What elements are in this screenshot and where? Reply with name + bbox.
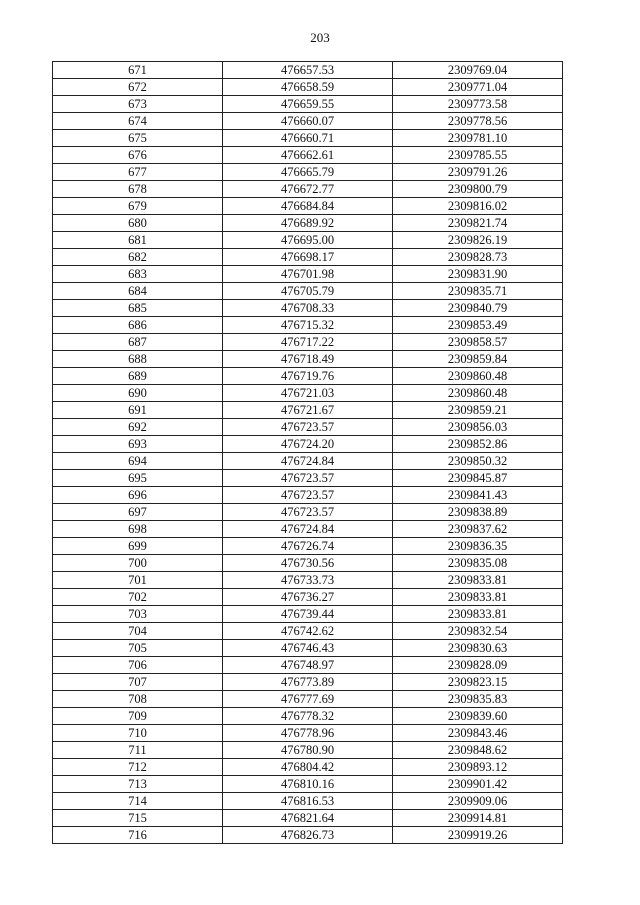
y-coordinate-cell: 2309841.43 bbox=[393, 487, 563, 504]
table-row bbox=[53, 708, 563, 725]
x-coordinate-cell: 476780.90 bbox=[223, 742, 393, 759]
point-number-cell: 693 bbox=[53, 436, 223, 453]
point-number-cell: 701 bbox=[53, 572, 223, 589]
table-row bbox=[53, 572, 563, 589]
point-number-cell: 678 bbox=[53, 181, 223, 198]
y-coordinate-cell: 2309781.10 bbox=[393, 130, 563, 147]
y-coordinate-cell: 2309860.48 bbox=[393, 385, 563, 402]
y-coordinate-cell: 2309835.83 bbox=[393, 691, 563, 708]
y-coordinate-cell: 2309800.79 bbox=[393, 181, 563, 198]
table-row bbox=[53, 538, 563, 555]
point-number-cell: 699 bbox=[53, 538, 223, 555]
y-coordinate-cell: 2309830.63 bbox=[393, 640, 563, 657]
table-row bbox=[53, 674, 563, 691]
x-coordinate-cell: 476662.61 bbox=[223, 147, 393, 164]
x-coordinate-cell: 476684.84 bbox=[223, 198, 393, 215]
table-row bbox=[53, 300, 563, 317]
table-row bbox=[53, 725, 563, 742]
table-row bbox=[53, 776, 563, 793]
point-number-cell: 676 bbox=[53, 147, 223, 164]
y-coordinate-cell: 2309831.90 bbox=[393, 266, 563, 283]
x-coordinate-cell: 476777.69 bbox=[223, 691, 393, 708]
point-number-cell: 685 bbox=[53, 300, 223, 317]
table-row bbox=[53, 487, 563, 504]
y-coordinate-cell: 2309848.62 bbox=[393, 742, 563, 759]
y-coordinate-cell: 2309901.42 bbox=[393, 776, 563, 793]
table-row bbox=[53, 147, 563, 164]
x-coordinate-cell: 476660.07 bbox=[223, 113, 393, 130]
table-row bbox=[53, 317, 563, 334]
y-coordinate-cell: 2309919.26 bbox=[393, 827, 563, 844]
table-row bbox=[53, 266, 563, 283]
y-coordinate-cell: 2309816.02 bbox=[393, 198, 563, 215]
table-row bbox=[53, 215, 563, 232]
point-number-cell: 683 bbox=[53, 266, 223, 283]
coordinates-table bbox=[52, 61, 563, 844]
point-number-cell: 700 bbox=[53, 555, 223, 572]
point-number-cell: 712 bbox=[53, 759, 223, 776]
point-number-cell: 698 bbox=[53, 521, 223, 538]
table-row bbox=[53, 181, 563, 198]
y-coordinate-cell: 2309843.46 bbox=[393, 725, 563, 742]
x-coordinate-cell: 476724.84 bbox=[223, 453, 393, 470]
point-number-cell: 688 bbox=[53, 351, 223, 368]
y-coordinate-cell: 2309845.87 bbox=[393, 470, 563, 487]
table-row bbox=[53, 521, 563, 538]
table-row bbox=[53, 657, 563, 674]
table-row bbox=[53, 402, 563, 419]
x-coordinate-cell: 476723.57 bbox=[223, 419, 393, 436]
x-coordinate-cell: 476739.44 bbox=[223, 606, 393, 623]
x-coordinate-cell: 476672.77 bbox=[223, 181, 393, 198]
point-number-cell: 672 bbox=[53, 79, 223, 96]
y-coordinate-cell: 2309835.71 bbox=[393, 283, 563, 300]
x-coordinate-cell: 476705.79 bbox=[223, 283, 393, 300]
point-number-cell: 679 bbox=[53, 198, 223, 215]
y-coordinate-cell: 2309828.73 bbox=[393, 249, 563, 266]
y-coordinate-cell: 2309832.54 bbox=[393, 623, 563, 640]
point-number-cell: 707 bbox=[53, 674, 223, 691]
table-row bbox=[53, 589, 563, 606]
x-coordinate-cell: 476826.73 bbox=[223, 827, 393, 844]
x-coordinate-cell: 476665.79 bbox=[223, 164, 393, 181]
x-coordinate-cell: 476721.67 bbox=[223, 402, 393, 419]
point-number-cell: 710 bbox=[53, 725, 223, 742]
y-coordinate-cell: 2309835.08 bbox=[393, 555, 563, 572]
table-row bbox=[53, 453, 563, 470]
table-row bbox=[53, 113, 563, 130]
x-coordinate-cell: 476658.59 bbox=[223, 79, 393, 96]
y-coordinate-cell: 2309771.04 bbox=[393, 79, 563, 96]
y-coordinate-cell: 2309833.81 bbox=[393, 606, 563, 623]
x-coordinate-cell: 476689.92 bbox=[223, 215, 393, 232]
y-coordinate-cell: 2309791.26 bbox=[393, 164, 563, 181]
point-number-cell: 715 bbox=[53, 810, 223, 827]
x-coordinate-cell: 476723.57 bbox=[223, 470, 393, 487]
x-coordinate-cell: 476715.32 bbox=[223, 317, 393, 334]
point-number-cell: 705 bbox=[53, 640, 223, 657]
point-number-cell: 689 bbox=[53, 368, 223, 385]
y-coordinate-cell: 2309833.81 bbox=[393, 589, 563, 606]
point-number-cell: 671 bbox=[53, 62, 223, 79]
x-coordinate-cell: 476778.32 bbox=[223, 708, 393, 725]
point-number-cell: 702 bbox=[53, 589, 223, 606]
table-row bbox=[53, 470, 563, 487]
point-number-cell: 675 bbox=[53, 130, 223, 147]
table-row bbox=[53, 164, 563, 181]
y-coordinate-cell: 2309778.56 bbox=[393, 113, 563, 130]
table-row bbox=[53, 130, 563, 147]
y-coordinate-cell: 2309853.49 bbox=[393, 317, 563, 334]
x-coordinate-cell: 476816.53 bbox=[223, 793, 393, 810]
x-coordinate-cell: 476724.84 bbox=[223, 521, 393, 538]
x-coordinate-cell: 476718.49 bbox=[223, 351, 393, 368]
point-number-cell: 680 bbox=[53, 215, 223, 232]
table-row bbox=[53, 368, 563, 385]
table-row bbox=[53, 436, 563, 453]
x-coordinate-cell: 476736.27 bbox=[223, 589, 393, 606]
point-number-cell: 708 bbox=[53, 691, 223, 708]
y-coordinate-cell: 2309836.35 bbox=[393, 538, 563, 555]
x-coordinate-cell: 476708.33 bbox=[223, 300, 393, 317]
x-coordinate-cell: 476698.17 bbox=[223, 249, 393, 266]
y-coordinate-cell: 2309821.74 bbox=[393, 215, 563, 232]
point-number-cell: 711 bbox=[53, 742, 223, 759]
x-coordinate-cell: 476695.00 bbox=[223, 232, 393, 249]
y-coordinate-cell: 2309858.57 bbox=[393, 334, 563, 351]
table-row bbox=[53, 249, 563, 266]
y-coordinate-cell: 2309840.79 bbox=[393, 300, 563, 317]
point-number-cell: 687 bbox=[53, 334, 223, 351]
y-coordinate-cell: 2309838.89 bbox=[393, 504, 563, 521]
y-coordinate-cell: 2309769.04 bbox=[393, 62, 563, 79]
y-coordinate-cell: 2309785.55 bbox=[393, 147, 563, 164]
x-coordinate-cell: 476733.73 bbox=[223, 572, 393, 589]
y-coordinate-cell: 2309839.60 bbox=[393, 708, 563, 725]
table-row bbox=[53, 742, 563, 759]
x-coordinate-cell: 476746.43 bbox=[223, 640, 393, 657]
y-coordinate-cell: 2309837.62 bbox=[393, 521, 563, 538]
table-row bbox=[53, 555, 563, 572]
y-coordinate-cell: 2309914.81 bbox=[393, 810, 563, 827]
table-row bbox=[53, 759, 563, 776]
table-row bbox=[53, 334, 563, 351]
table-row bbox=[53, 232, 563, 249]
x-coordinate-cell: 476773.89 bbox=[223, 674, 393, 691]
point-number-cell: 706 bbox=[53, 657, 223, 674]
point-number-cell: 695 bbox=[53, 470, 223, 487]
table-row bbox=[53, 419, 563, 436]
y-coordinate-cell: 2309850.32 bbox=[393, 453, 563, 470]
x-coordinate-cell: 476810.16 bbox=[223, 776, 393, 793]
table-row bbox=[53, 504, 563, 521]
x-coordinate-cell: 476659.55 bbox=[223, 96, 393, 113]
point-number-cell: 709 bbox=[53, 708, 223, 725]
y-coordinate-cell: 2309773.58 bbox=[393, 96, 563, 113]
x-coordinate-cell: 476726.74 bbox=[223, 538, 393, 555]
table-row bbox=[53, 385, 563, 402]
point-number-cell: 673 bbox=[53, 96, 223, 113]
table-row bbox=[53, 827, 563, 844]
table-row bbox=[53, 623, 563, 640]
x-coordinate-cell: 476723.57 bbox=[223, 504, 393, 521]
table-row bbox=[53, 96, 563, 113]
table-row bbox=[53, 691, 563, 708]
point-number-cell: 714 bbox=[53, 793, 223, 810]
table-row bbox=[53, 810, 563, 827]
x-coordinate-cell: 476778.96 bbox=[223, 725, 393, 742]
table-row bbox=[53, 283, 563, 300]
table-row bbox=[53, 79, 563, 96]
y-coordinate-cell: 2309859.21 bbox=[393, 402, 563, 419]
y-coordinate-cell: 2309860.48 bbox=[393, 368, 563, 385]
y-coordinate-cell: 2309828.09 bbox=[393, 657, 563, 674]
x-coordinate-cell: 476804.42 bbox=[223, 759, 393, 776]
x-coordinate-cell: 476717.22 bbox=[223, 334, 393, 351]
y-coordinate-cell: 2309826.19 bbox=[393, 232, 563, 249]
y-coordinate-cell: 2309893.12 bbox=[393, 759, 563, 776]
x-coordinate-cell: 476821.64 bbox=[223, 810, 393, 827]
y-coordinate-cell: 2309852.86 bbox=[393, 436, 563, 453]
point-number-cell: 674 bbox=[53, 113, 223, 130]
y-coordinate-cell: 2309909.06 bbox=[393, 793, 563, 810]
coordinates-table-body bbox=[53, 62, 563, 844]
x-coordinate-cell: 476657.53 bbox=[223, 62, 393, 79]
y-coordinate-cell: 2309833.81 bbox=[393, 572, 563, 589]
table-row bbox=[53, 62, 563, 79]
point-number-cell: 704 bbox=[53, 623, 223, 640]
point-number-cell: 677 bbox=[53, 164, 223, 181]
y-coordinate-cell: 2309856.03 bbox=[393, 419, 563, 436]
table-row bbox=[53, 606, 563, 623]
point-number-cell: 692 bbox=[53, 419, 223, 436]
point-number-cell: 713 bbox=[53, 776, 223, 793]
x-coordinate-cell: 476724.20 bbox=[223, 436, 393, 453]
point-number-cell: 697 bbox=[53, 504, 223, 521]
y-coordinate-cell: 2309859.84 bbox=[393, 351, 563, 368]
point-number-cell: 686 bbox=[53, 317, 223, 334]
x-coordinate-cell: 476748.97 bbox=[223, 657, 393, 674]
point-number-cell: 696 bbox=[53, 487, 223, 504]
point-number-cell: 690 bbox=[53, 385, 223, 402]
point-number-cell: 694 bbox=[53, 453, 223, 470]
point-number-cell: 681 bbox=[53, 232, 223, 249]
x-coordinate-cell: 476719.76 bbox=[223, 368, 393, 385]
table-row bbox=[53, 351, 563, 368]
page-number: 203 bbox=[310, 30, 330, 45]
point-number-cell: 684 bbox=[53, 283, 223, 300]
y-coordinate-cell: 2309823.15 bbox=[393, 674, 563, 691]
point-number-cell: 682 bbox=[53, 249, 223, 266]
table-row bbox=[53, 198, 563, 215]
x-coordinate-cell: 476701.98 bbox=[223, 266, 393, 283]
x-coordinate-cell: 476730.56 bbox=[223, 555, 393, 572]
point-number-cell: 691 bbox=[53, 402, 223, 419]
table-row bbox=[53, 640, 563, 657]
x-coordinate-cell: 476742.62 bbox=[223, 623, 393, 640]
point-number-cell: 703 bbox=[53, 606, 223, 623]
x-coordinate-cell: 476721.03 bbox=[223, 385, 393, 402]
x-coordinate-cell: 476660.71 bbox=[223, 130, 393, 147]
x-coordinate-cell: 476723.57 bbox=[223, 487, 393, 504]
table-row bbox=[53, 793, 563, 810]
point-number-cell: 716 bbox=[53, 827, 223, 844]
